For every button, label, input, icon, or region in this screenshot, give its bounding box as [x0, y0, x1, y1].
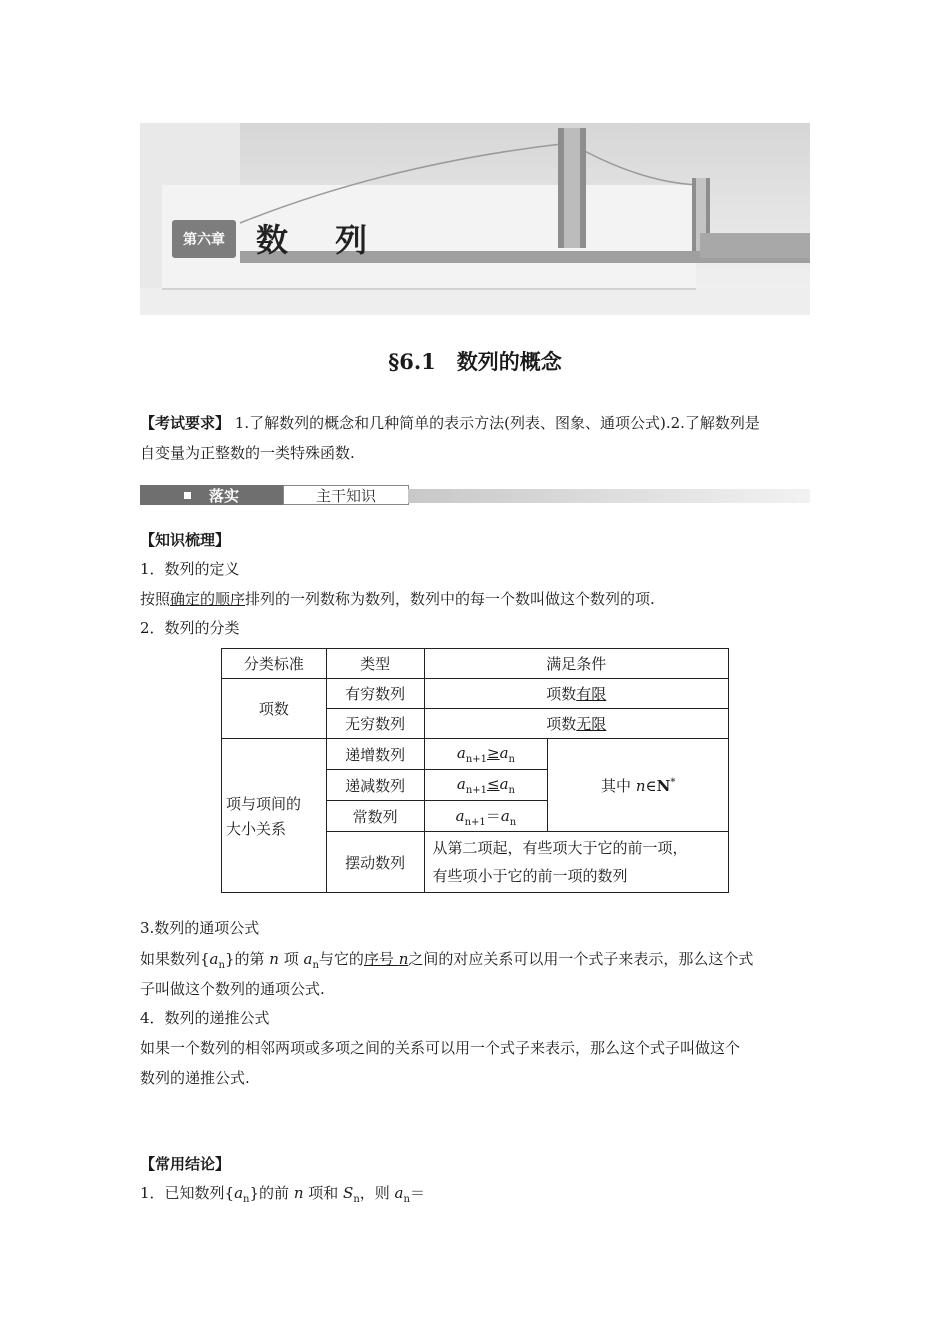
table-cell-note [548, 739, 729, 832]
table-cell [424, 770, 548, 801]
sub: n+1 [464, 816, 486, 828]
table-cell [424, 801, 548, 832]
table-row [222, 739, 729, 770]
table-cell-group: 项数 [222, 679, 327, 739]
var: a [303, 950, 313, 968]
sub: n [243, 1194, 250, 1205]
sub: n+1 [465, 753, 488, 765]
section-bar [140, 483, 810, 507]
note-N: N [656, 776, 671, 795]
recursive-title: 4．数列的递推公式 [140, 1009, 270, 1027]
bar-fade [408, 489, 810, 503]
exam-requirements [140, 409, 815, 438]
sub: n [218, 960, 225, 971]
conclusion-heading: 【常用结论】 [140, 1155, 231, 1173]
cell-underline: 有限 [576, 685, 607, 703]
chapter-banner [140, 123, 810, 315]
t: 如果数列{ [140, 950, 210, 968]
t: 序号 [363, 950, 399, 968]
var: a [499, 774, 509, 793]
exam-label: 【考试要求】 [140, 414, 231, 432]
t: 项 [278, 950, 304, 968]
chapter-badge: 第六章 [172, 220, 236, 258]
formula-line2: 子叫做这个数列的通项公式. [140, 980, 325, 998]
sub: n+1 [465, 784, 488, 796]
t: ＝ [409, 1184, 425, 1202]
t: 项和 [303, 1184, 344, 1202]
table-row [222, 649, 729, 679]
t: 与它的 [318, 950, 364, 968]
var: n [269, 950, 279, 968]
table-header: 类型 [326, 649, 424, 679]
var: a [500, 806, 510, 825]
var: n [293, 1184, 304, 1202]
bridge-illustration [140, 123, 810, 315]
cell-underline: 无限 [576, 715, 607, 733]
conclusion-line1 [140, 1179, 425, 1214]
var: a [394, 1184, 404, 1202]
bar-dark-label: 落实 [208, 486, 239, 505]
sub: n [353, 1194, 360, 1205]
var: a [499, 743, 509, 762]
cell-text: 项数 [546, 685, 577, 703]
note-in: ∈ [645, 776, 657, 795]
var: a [209, 950, 219, 968]
var: a [456, 743, 466, 762]
osc-line1: 从第二项起，有些项大于它的前一项， [432, 839, 688, 857]
exam-line1: 1.了解数列的概念和几种简单的表示方法(列表、图象、通项公式).2.了解数列是 [234, 414, 760, 432]
group-line1: 项与项间的 [226, 794, 302, 813]
cell-text: 项数 [546, 715, 577, 733]
note-n: n [635, 776, 646, 795]
op: ≤ [487, 774, 500, 793]
underline [364, 950, 408, 968]
table-cell [424, 739, 548, 770]
sub: n [508, 784, 515, 796]
exam-line2: 自变量为正整数的一类特殊函数. [140, 444, 355, 462]
bar-light-tab: 主干知识 [283, 485, 409, 505]
table-cell [424, 679, 728, 709]
table-cell: 摆动数列 [326, 832, 424, 893]
sub: n [403, 1194, 410, 1205]
note-pre: 其中 [601, 776, 636, 795]
table-cell: 递增数列 [326, 739, 424, 770]
definition-underline: 确定的顺序 [170, 590, 246, 608]
note-star: * [670, 776, 676, 788]
op: ≥ [487, 743, 500, 762]
sub: n [509, 816, 517, 828]
var: S [343, 1184, 354, 1202]
table-cell-group [222, 739, 327, 893]
recursive-line2: 数列的递推公式. [140, 1069, 250, 1087]
square-icon [184, 492, 191, 499]
var: a [456, 774, 466, 793]
table-header: 满足条件 [424, 649, 728, 679]
section-title: §6.1 数列的概念 [388, 349, 562, 374]
op: ＝ [485, 806, 501, 825]
group-line2: 大小关系 [226, 819, 287, 838]
var: n [398, 950, 409, 968]
recursive-line1: 如果一个数列的相邻两项或多项之间的关系可以用一个式子来表示，那么这个式子叫做这个 [140, 1039, 741, 1057]
table-cell [424, 709, 728, 739]
knowledge-heading: 【知识梳理】 [140, 531, 231, 549]
table-row [222, 679, 729, 709]
bar-dark-tab [140, 485, 283, 505]
table-header: 分类标准 [222, 649, 327, 679]
sub: n [312, 960, 319, 971]
var: a [455, 806, 465, 825]
t: }的第 [224, 950, 270, 968]
definition-pre: 按照 [140, 590, 171, 608]
definition-post: 排列的一列数称为数列，数列中的每一个数叫做这个数列的项. [245, 590, 655, 608]
table-cell: 递减数列 [326, 770, 424, 801]
classification-title: 2．数列的分类 [140, 619, 240, 637]
t: 之间的对应关系可以用一个式子来表示，那么这个式 [408, 950, 754, 968]
t: ，则 [359, 1184, 395, 1202]
var: a [234, 1184, 244, 1202]
table-cell: 有穷数列 [326, 679, 424, 709]
table-cell: 无穷数列 [326, 709, 424, 739]
t: 1．已知数列{ [140, 1184, 235, 1202]
definition-title: 1．数列的定义 [140, 560, 240, 578]
table-cell: 常数列 [326, 801, 424, 832]
classification-table [221, 648, 729, 893]
definition-text [140, 585, 655, 614]
sub: n [508, 753, 515, 765]
chapter-title: 数 列 [256, 221, 386, 259]
formula-title: 3.数列的通项公式 [140, 919, 260, 937]
table-cell [424, 832, 728, 893]
t: }的前 [249, 1184, 294, 1202]
osc-line2: 有些项小于它的前一项的数列 [432, 867, 628, 885]
